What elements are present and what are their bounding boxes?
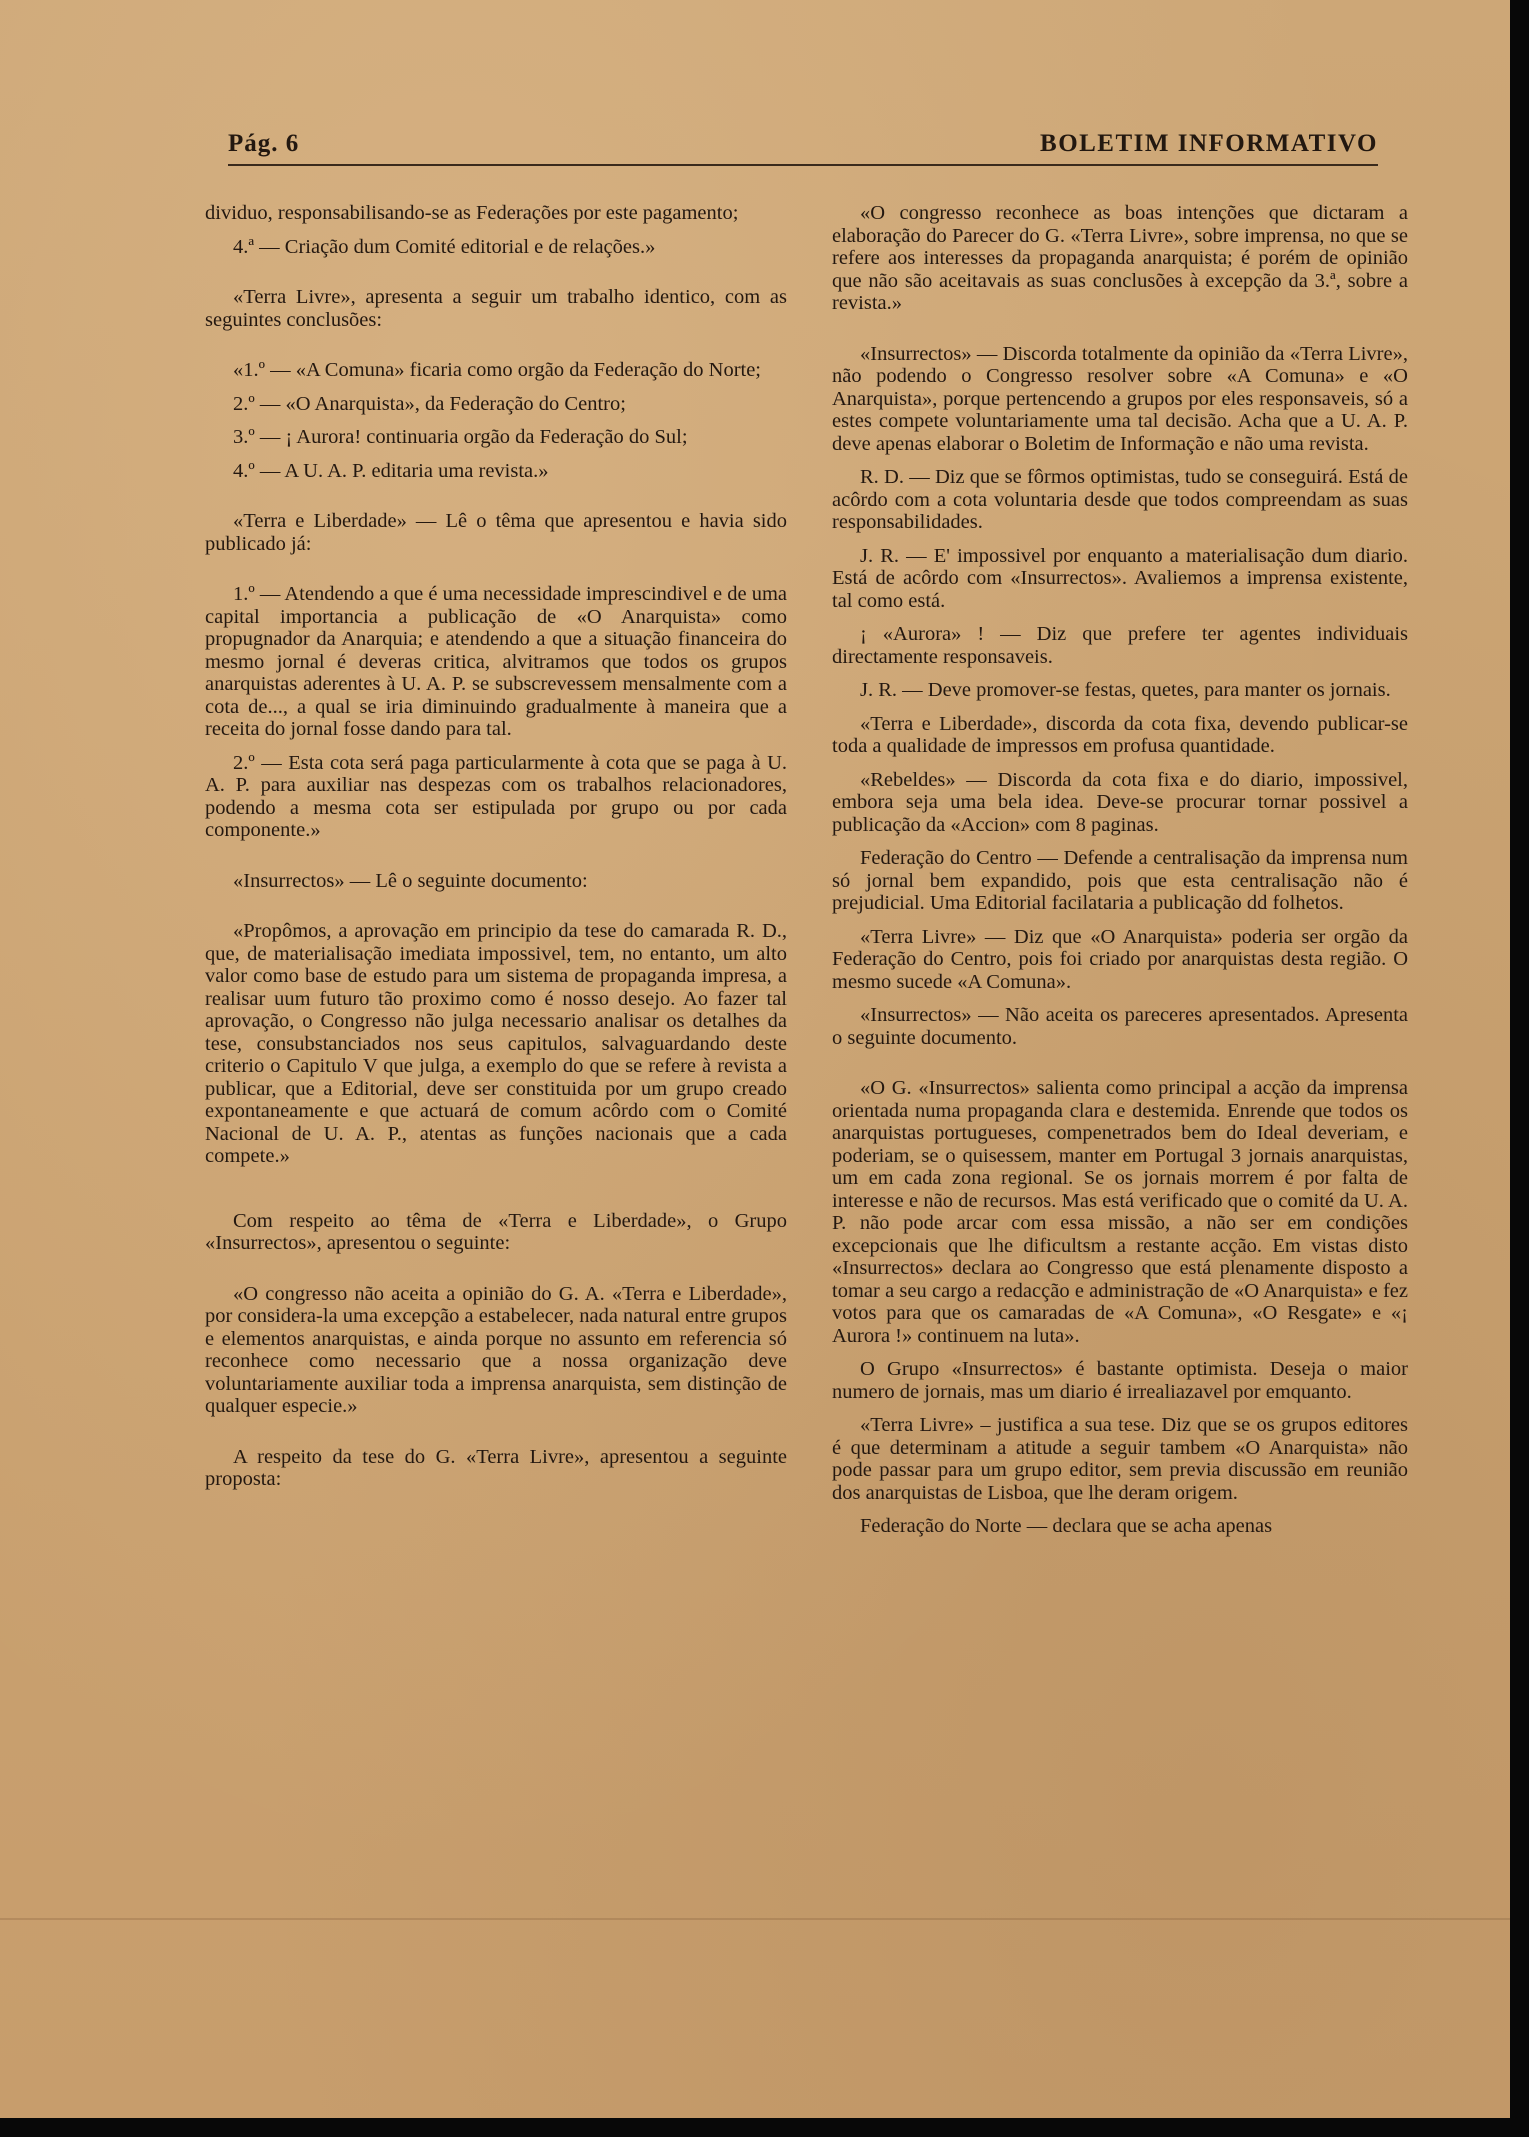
paragraph: «Terra Livre» – justifica a sua tese. Diz que se os grupos editores é que determinam a atitude a seguir tambem «O Anarquista» não pode passar para um grupo editor, sem previa discussão em reunião dos anarquistas de Lisboa, que lhe deram origem. bbox=[832, 1414, 1408, 1504]
paragraph: «Insurrectos» — Lê o seguinte documento: bbox=[233, 869, 588, 892]
paragraph: ¡ «Aurora» ! — Diz que prefere ter agentes individuais directamente responsaveis. bbox=[832, 623, 1408, 668]
paragraph: 2.º — «O Anarquista», da Federação do Centro; bbox=[233, 392, 626, 415]
paragraph: dividuo, responsabilisando-se as Federações por este pagamento; bbox=[205, 202, 739, 224]
paragraph: «Terra Livre» — Diz que «O Anarquista» poderia ser orgão da Federação do Centro, pois foi criado por anarquistas desta região. O mesmo sucede «A Comuna». bbox=[832, 925, 1408, 993]
paragraph: «Insurrectos» — Discorda totalmente da opinião da «Terra Livre», não podendo o Congresso resolver sobre «A Comuna» e «O Anarquista», porque pertencendo a grupos por eles responsaveis, só a estes compete voluntariamente uma tal decisão. Acha que a U. A. P. deve apenas elaborar o Boletim de Informação e não uma revista. bbox=[832, 342, 1408, 455]
fold-line bbox=[0, 1918, 1510, 1920]
page-number: Pág. 6 bbox=[228, 130, 300, 157]
paragraph: 4.º — A U. A. P. editaria uma revista.» bbox=[233, 459, 549, 482]
paragraph: «Terra e Liberdade» — Lê o têma que apresentou e havia sido publicado já: bbox=[205, 510, 787, 555]
paragraph: «Rebeldes» — Discorda da cota fixa e do diario, impossivel, embora seja uma bela idea. Deve-se procurar tornar possivel a publicação da «Accion» com 8 paginas. bbox=[832, 768, 1408, 836]
paragraph: 3.º — ¡ Aurora! continuaria orgão da Federação do Sul; bbox=[233, 426, 688, 448]
paragraph: R. D. — Diz que se fôrmos optimistas, tudo se conseguirá. Está de acôrdo com a cota voluntaria desde que todos compreendam as suas responsabilidades. bbox=[832, 466, 1408, 533]
page-header bbox=[228, 130, 1378, 166]
paragraph: «Terra e Liberdade», discorda da cota fixa, devendo publicar-se toda a qualidade de impressos em profusa quantidade. bbox=[832, 712, 1408, 757]
left-column bbox=[205, 202, 787, 1502]
paragraph: Federação do Norte — declara que se acha apenas bbox=[860, 1515, 1273, 1537]
paragraph: «Propômos, a aprovação em principio da tese do camarada R. D., que, de materialisação imediata impossivel, tem, no entanto, um alto valor como base de estudo para um sistema de propaganda impresa, a realisar uum futuro tão proximo como é nosso desejo. Ao fazer tal aprovação, o Congresso não julga necessario analisar os detalhes da tese, consubstanciados nos seus capitulos, salvaguardando deste criterio o Capitulo V que julga, a exemplo do que se refere à revista a publicar, que a Editorial, deve ser constituida por um grupo creado expontaneamente e que actuará de comum acôrdo com o Comité Nacional de U. A. P., atentas as funções nacionais que a cada compete.» bbox=[205, 920, 787, 1167]
paragraph: 2.º — Esta cota será paga particularmente à cota que se paga à U. A. P. para auxiliar nas despezas com os trabalhos relacionadores, podendo a mesma cota ser estipulada por grupo ou por cada componente.» bbox=[205, 751, 787, 841]
right-column bbox=[832, 202, 1408, 1549]
paragraph: 1.º — Atendendo a que é uma necessidade imprescindivel e de uma capital importancia a publicação de «O Anarquista» como propugnador da Anarquia; e atendendo a que a situação financeira do mesmo jornal é deveras critica, alvitramos que todos os grupos anarquistas aderentes à U. A. P. se subscrevessem mensalmente com a cota de..., a qual se iria diminuindo gradualmente à maneira que a receita do jornal fosse dando para tal. bbox=[205, 583, 787, 740]
paragraph: Federação do Centro — Defende a centralisação da imprensa num só jornal bem expandido, pois que esta centralisação não é prejudicial. Uma Editorial facilataria a publicação dd folhetos. bbox=[832, 847, 1408, 914]
paragraph: J. R. — Deve promover-se festas, quetes, para manter os jornais. bbox=[860, 679, 1391, 701]
paragraph: «O congresso reconhece as boas intenções que dictaram a elaboração do Parecer do G. «Terra Livre», sobre imprensa, no que se refere aos interesses da propaganda anarquista; é porém de opinião que não são aceitavais as suas conclusões à excepção da 3.ª, sobre a revista.» bbox=[832, 202, 1408, 314]
paragraph: Com respeito ao têma de «Terra e Liberdade», o Grupo «Insurrectos», apresentou o seguinte: bbox=[205, 1209, 787, 1254]
paragraph: «1.º — «A Comuna» ficaria como orgão da Federação do Norte; bbox=[233, 359, 762, 381]
paragraph: «Terra Livre», apresenta a seguir um trabalho identico, com as seguintes conclusões: bbox=[205, 286, 787, 331]
paragraph: 4.ª — Criação dum Comité editorial e de relações.» bbox=[233, 235, 656, 258]
paragraph: «Insurrectos» — Não aceita os pareceres apresentados. Apresenta o seguinte documento. bbox=[832, 1004, 1408, 1049]
paragraph: J. R. — E' impossivel por enquanto a materialisação dum diario. Está de acôrdo com «Insurrectos». Avaliemos a imprensa existente, tal como está. bbox=[832, 544, 1408, 612]
paragraph: «O G. «Insurrectos» salienta como principal a acção da imprensa orientada numa propaganda clara e destemida. Enrende que todos os anarquistas portugueses, compenetrados bem do Ideal deveriam, e poderiam, se o quisessem, manter em Portugal 3 jornais anarquistas, um em cada zona regional. Se os jornais morrem é por falta de interesse e não de recursos. Mas está verificado que o comité da U. A. P. não pode arcar com essa missão, a não ser em condições excepcionais que lhe dificultsm a restante acção. Em vistas disto «Insurrectos» declara ao Congresso que está plenamente disposto a tomar a seu cargo a redacção e administração de «O Anarquista» e fez votos para que os camaradas de «A Comuna», «O Resgate» e «¡ Aurora !» continuem na luta». bbox=[832, 1077, 1408, 1347]
paragraph: «O congresso não aceita a opinião do G. A. «Terra e Liberdade», por considera-la uma excepção a estabelecer, nada natural entre grupos e elementos anarquistas, e ainda porque no assunto em referencia só reconhece como necessario que a nossa organização deve voluntariamente auxiliar toda a imprensa anarquista, sem distinção de qualquer especie.» bbox=[205, 1282, 787, 1417]
publication-title: BOLETIM INFORMATIVO bbox=[1040, 130, 1378, 157]
paragraph: A respeito da tese do G. «Terra Livre», apresentou a seguinte proposta: bbox=[205, 1445, 787, 1490]
paragraph: O Grupo «Insurrectos» é bastante optimista. Deseja o maior numero de jornais, mas um diario é irrealiazavel por emquanto. bbox=[832, 1358, 1408, 1403]
